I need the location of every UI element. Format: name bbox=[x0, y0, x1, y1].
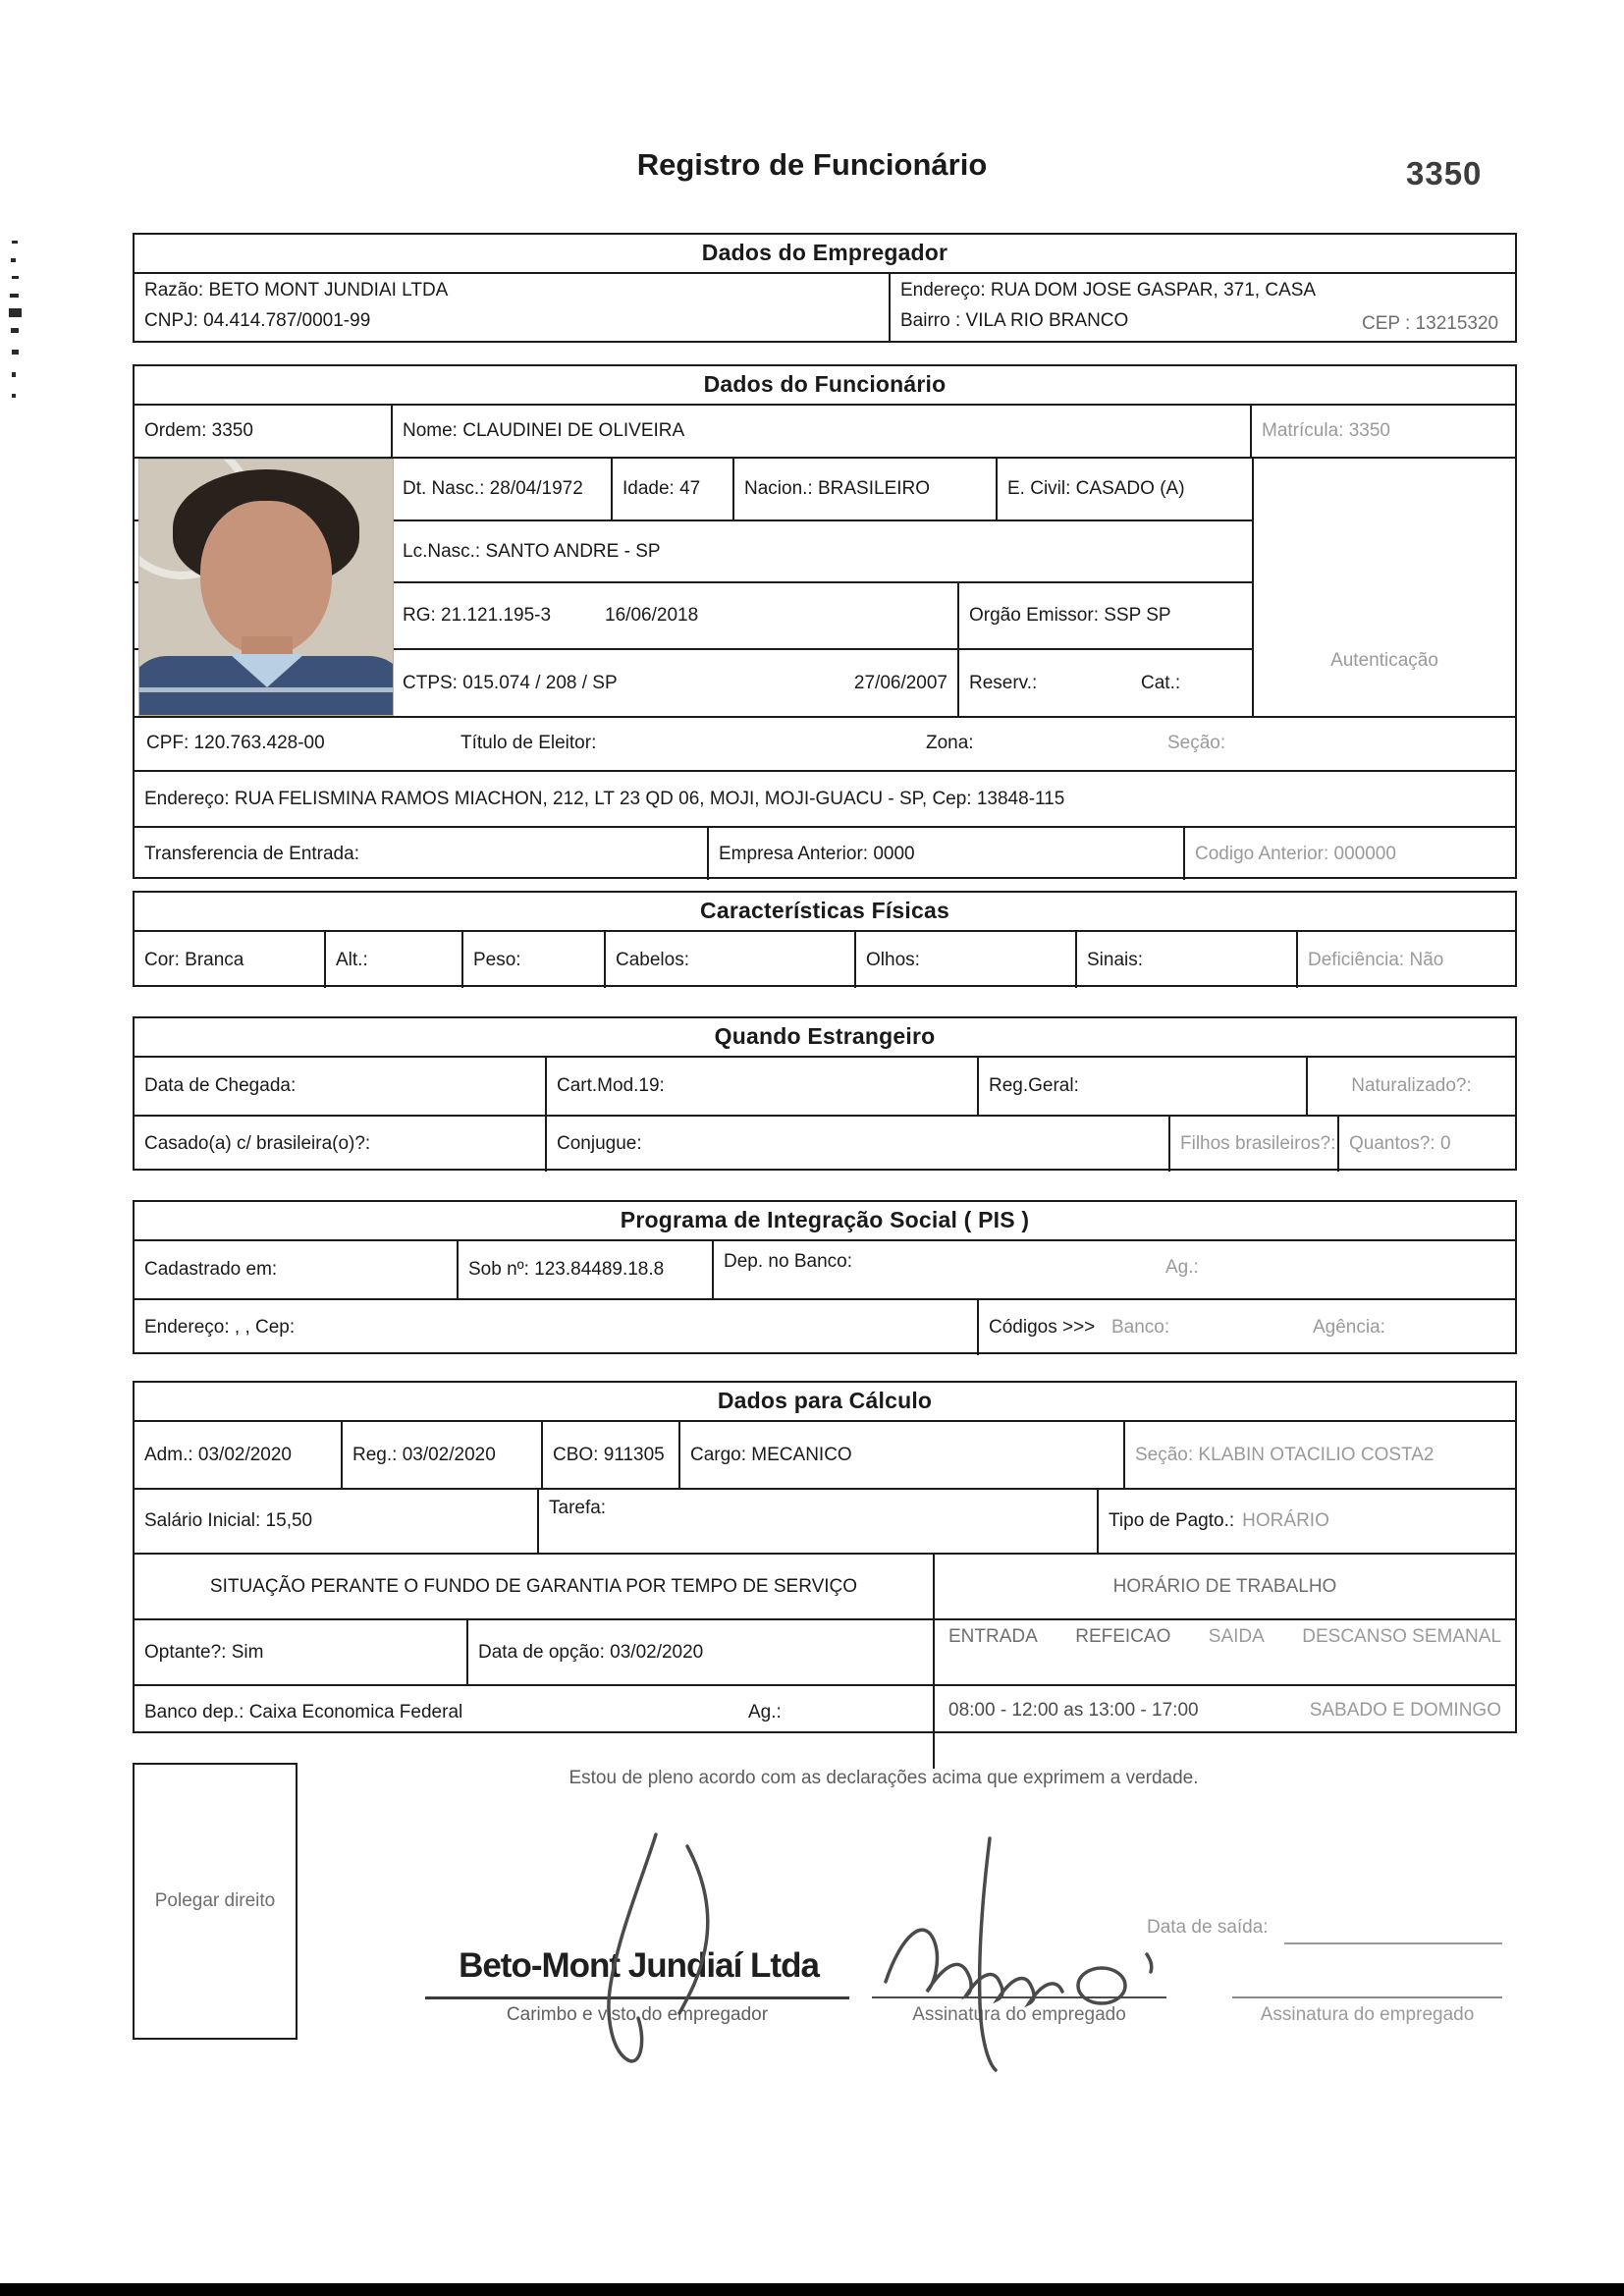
page-title: Registro de Funcionário bbox=[636, 147, 988, 182]
estrangeiro-filhos: Filhos brasileiros?: bbox=[1170, 1117, 1339, 1172]
calculo-optante: Optante?: Sim bbox=[135, 1620, 468, 1684]
employee-zona: Zona: bbox=[926, 733, 974, 753]
calculo-tipo-pagto-cell bbox=[1099, 1490, 1515, 1553]
stamp-squiggle-stroke2 bbox=[679, 1846, 708, 2013]
calculo-tarefa: Tarefa: bbox=[539, 1490, 1099, 1553]
section-estrangeiro bbox=[133, 1016, 1517, 1171]
pis-ag: Ag.: bbox=[1165, 1257, 1199, 1278]
employee-lc-nasc: Lc.Nasc.: SANTO ANDRE - SP bbox=[403, 540, 661, 562]
employer-bairro: Bairro : VILA RIO BRANCO bbox=[900, 310, 1129, 331]
employee-titulo-eleitor: Título de Eleitor: bbox=[460, 733, 597, 753]
calculo-fgts-title: SITUAÇÃO PERANTE O FUNDO DE GARANTIA POR TEMPO DE SERVIÇO bbox=[135, 1555, 935, 1618]
signature-flourish bbox=[886, 1930, 1062, 2003]
employer-razao: Razão: BETO MONT JUNDIAI LTDA bbox=[144, 280, 449, 301]
employer-endereco: Endereço: RUA DOM JOSE GASPAR, 371, CASA bbox=[900, 280, 1317, 301]
employee-dt-nasc: Dt. Nasc.: 28/04/1972 bbox=[393, 459, 613, 519]
employee-nome: Nome: CLAUDINEI DE OLIVEIRA bbox=[393, 406, 1252, 457]
calculo-horario-valores bbox=[935, 1686, 1515, 1769]
fisicas-sinais: Sinais: bbox=[1077, 932, 1298, 988]
calculo-ag: Ag.: bbox=[748, 1702, 782, 1722]
estrangeiro-data-chegada: Data de Chegada: bbox=[135, 1058, 547, 1115]
pis-codigos: Códigos >>> bbox=[989, 1317, 1096, 1338]
assinatura-dir-label: Assinatura do empregado bbox=[1260, 2004, 1475, 2025]
employee-rg-cell bbox=[393, 583, 959, 648]
scan-black-bar bbox=[0, 2283, 1624, 2296]
calculo-descanso: DESCANSO SEMANAL bbox=[1302, 1626, 1501, 1647]
calculo-banco-dep: Banco dep.: Caixa Economica Federal bbox=[144, 1702, 463, 1722]
handwritten-signatures bbox=[0, 1817, 1624, 2111]
signature-vertical-stroke bbox=[980, 1838, 996, 2070]
calculo-banco-cell bbox=[135, 1686, 935, 1769]
pis-dep-banco-cell bbox=[714, 1241, 1515, 1298]
assinatura-meio-label: Assinatura do empregado bbox=[912, 2004, 1126, 2025]
calculo-adm: Adm.: 03/02/2020 bbox=[135, 1422, 343, 1488]
calculo-data-opcao: Data de opção: 03/02/2020 bbox=[468, 1620, 935, 1684]
declaration-text: Estou de pleno acordo com as declarações acima que exprimem a verdade. bbox=[568, 1768, 1199, 1788]
employer-left-cell bbox=[135, 274, 891, 341]
estrangeiro-naturalizado: Naturalizado?: bbox=[1351, 1075, 1472, 1096]
photo-shirt-stripe bbox=[138, 687, 394, 692]
calculo-saida: SAIDA bbox=[1208, 1626, 1265, 1647]
calculo-secao: Seção: KLABIN OTACILIO COSTA2 bbox=[1135, 1444, 1435, 1465]
pis-endereco: Endereço: , , Cep: bbox=[135, 1300, 979, 1355]
polegar-label: Polegar direito bbox=[154, 1890, 276, 1911]
calculo-horario-headers bbox=[935, 1620, 1515, 1684]
fisicas-olhos: Olhos: bbox=[856, 932, 1077, 988]
employee-codigo-anterior: Codigo Anterior: 000000 bbox=[1195, 843, 1396, 864]
employee-ctps-cell bbox=[393, 650, 959, 716]
section-fisicas-title: Características Físicas bbox=[135, 893, 1515, 932]
section-empregador bbox=[133, 233, 1517, 343]
employee-autenticacao-cell bbox=[1252, 457, 1515, 716]
employee-nacion: Nacion.: BRASILEIRO bbox=[734, 459, 998, 519]
calculo-horario-title: HORÁRIO DE TRABALHO bbox=[1112, 1575, 1337, 1597]
employee-ordem: Ordem: 3350 bbox=[135, 406, 393, 457]
data-saida-label: Data de saída: bbox=[1147, 1917, 1269, 1938]
employee-photo bbox=[138, 459, 394, 716]
employee-cpf: CPF: 120.763.428-00 bbox=[146, 733, 325, 753]
employee-reserv: Reserv.: bbox=[969, 672, 1038, 693]
section-calculo bbox=[133, 1381, 1517, 1733]
photo-face bbox=[200, 501, 332, 656]
fisicas-alt: Alt.: bbox=[326, 932, 463, 988]
section-pis-title: Programa de Integração Social ( PIS ) bbox=[135, 1202, 1515, 1241]
calculo-horario-valor: 08:00 - 12:00 as 13:00 - 17:00 bbox=[948, 1700, 1199, 1721]
section-fisicas bbox=[133, 891, 1517, 987]
calculo-tipo-pagto-label: Tipo de Pagto.: bbox=[1109, 1510, 1235, 1531]
employee-idade: Idade: 47 bbox=[613, 459, 734, 519]
section-pis bbox=[133, 1200, 1517, 1354]
section-calculo-title: Dados para Cálculo bbox=[135, 1383, 1515, 1422]
section-estrangeiro-title: Quando Estrangeiro bbox=[135, 1018, 1515, 1058]
employee-matricula: Matrícula: 3350 bbox=[1262, 420, 1390, 441]
employee-empresa-anterior: Empresa Anterior: 0000 bbox=[709, 828, 1185, 880]
calculo-refeicao: REFEICAO bbox=[1075, 1626, 1171, 1647]
employee-ctps-data: 27/06/2007 bbox=[853, 672, 947, 693]
pis-cadastrado: Cadastrado em: bbox=[135, 1241, 459, 1298]
fisicas-deficiencia: Deficiência: Não bbox=[1308, 949, 1444, 970]
stamp-squiggle-stroke bbox=[609, 1834, 656, 2061]
employer-stamp-text: Beto-Mont Jundiaí Ltda bbox=[459, 1946, 819, 1985]
employer-cep: CEP : 13215320 bbox=[1362, 313, 1499, 334]
employee-secao: Seção: bbox=[1167, 733, 1226, 753]
pis-agencia: Agência: bbox=[1313, 1317, 1385, 1338]
employee-orgao-emissor: Orgão Emissor: SSP SP bbox=[969, 605, 1171, 626]
employer-cnpj: CNPJ: 04.414.787/0001-99 bbox=[144, 310, 371, 331]
employee-rg-data: 16/06/2018 bbox=[605, 605, 699, 626]
calculo-salario: Salário Inicial: 15,50 bbox=[135, 1490, 539, 1553]
calculo-tipo-pagto-value: HORÁRIO bbox=[1242, 1510, 1329, 1531]
estrangeiro-conjugue: Conjugue: bbox=[547, 1117, 1170, 1172]
employee-reserv-cat-cell bbox=[959, 650, 1252, 716]
document-number: 3350 bbox=[1406, 155, 1483, 191]
employee-e-civil: E. Civil: CASADO (A) bbox=[1007, 478, 1185, 499]
employee-ctps: CTPS: 015.074 / 208 / SP bbox=[403, 672, 618, 693]
estrangeiro-cart-mod: Cart.Mod.19: bbox=[547, 1058, 979, 1115]
section-empregador-title: Dados do Empregador bbox=[135, 235, 1515, 274]
employee-cat: Cat.: bbox=[1141, 672, 1181, 693]
calculo-descanso-valor: SABADO E DOMINGO bbox=[1309, 1700, 1501, 1721]
fisicas-peso: Peso: bbox=[463, 932, 606, 988]
employee-autenticacao: Autenticação bbox=[1330, 650, 1438, 671]
calculo-cargo: Cargo: MECANICO bbox=[680, 1422, 1125, 1488]
signature-tick bbox=[1147, 1954, 1152, 1972]
employee-endereco: Endereço: RUA FELISMINA RAMOS MIACHON, 212, LT 23 QD 06, MOJI, MOJI-GUACU - SP, Cep: 13848-115 bbox=[144, 788, 1065, 809]
fisicas-cor: Cor: Branca bbox=[135, 932, 326, 988]
signature-loop bbox=[1078, 1968, 1125, 2003]
pis-sob-no: Sob nº: 123.84489.18.8 bbox=[459, 1241, 714, 1298]
estrangeiro-casado: Casado(a) c/ brasileira(o)?: bbox=[135, 1117, 547, 1172]
calculo-cbo: CBO: 911305 bbox=[543, 1422, 680, 1488]
fisicas-cabelos: Cabelos: bbox=[606, 932, 856, 988]
employer-right-cell bbox=[891, 274, 1515, 341]
pis-banco: Banco: bbox=[1111, 1317, 1170, 1338]
employee-rg: RG: 21.121.195-3 bbox=[403, 605, 552, 626]
pis-codigos-cell bbox=[979, 1300, 1515, 1355]
estrangeiro-quantos: Quantos?: 0 bbox=[1349, 1133, 1451, 1154]
calculo-entrada: ENTRADA bbox=[948, 1626, 1038, 1647]
pis-dep-banco: Dep. no Banco: bbox=[724, 1251, 852, 1272]
calculo-reg: Reg.: 03/02/2020 bbox=[343, 1422, 543, 1488]
employee-transferencia: Transferencia de Entrada: bbox=[135, 828, 709, 880]
section-funcionario bbox=[133, 364, 1517, 879]
estrangeiro-reg-geral: Reg.Geral: bbox=[979, 1058, 1308, 1115]
carimbo-label: Carimbo e visto do empregador bbox=[506, 2004, 769, 2025]
section-funcionario-title: Dados do Funcionário bbox=[135, 366, 1515, 406]
